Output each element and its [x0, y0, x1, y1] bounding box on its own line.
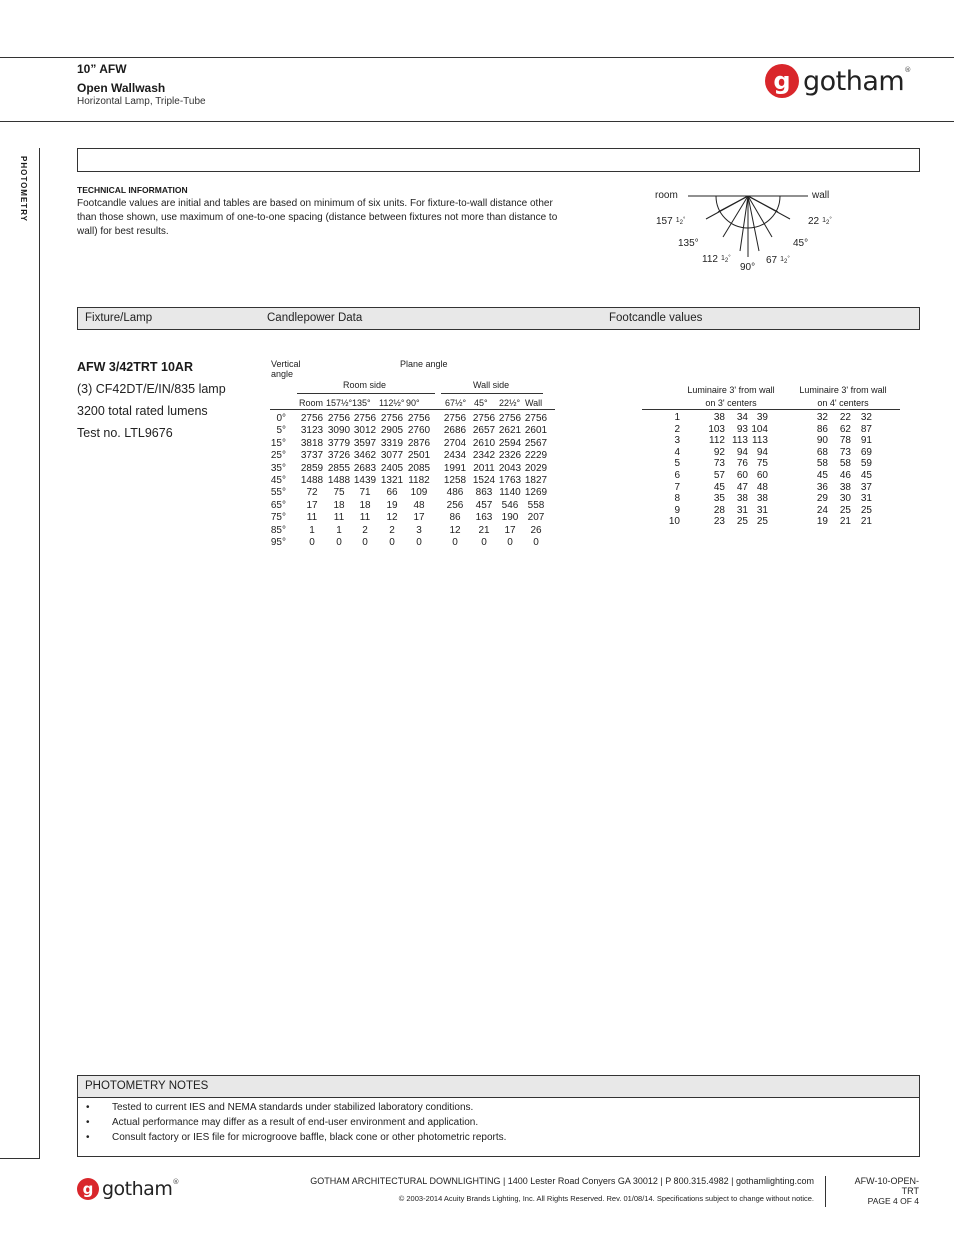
distance-cell: 8 — [674, 493, 680, 505]
candlepower-cell: 3077 — [380, 450, 404, 462]
data-header-bar — [77, 307, 920, 330]
footcandle-3ft-cell: 28 — [713, 504, 725, 516]
candlepower-cell: 2756 — [472, 413, 496, 424]
footcandle-3ft-cell: 60 — [736, 470, 748, 481]
candlepower-cell: 2043 — [498, 462, 522, 474]
distance-cell: 7 — [674, 481, 680, 493]
photometry-notes-box — [77, 1097, 920, 1157]
footcandle-3ft-cell: 113 — [752, 435, 768, 447]
candlepower-cell: 2594 — [498, 437, 522, 449]
header-rule — [0, 121, 954, 122]
vertical-angle-cell: 15° — [270, 437, 286, 449]
room-column-header: 112½° — [379, 398, 405, 408]
candlepower-cell: 12 — [449, 524, 461, 536]
footcandle-4ft-cell: 86 — [816, 423, 828, 435]
gotham-logo-text: gotham® — [803, 65, 911, 97]
candlepower-cell: 3123 — [300, 425, 324, 437]
angle-diagram — [640, 185, 840, 275]
wall-column-header: 67½° — [445, 398, 467, 408]
candlepower-cell: 1182 — [408, 475, 430, 486]
footcandle-4ft-cell: 45 — [816, 470, 828, 481]
footcandle-3ft-cell: 23 — [713, 516, 725, 528]
candlepower-cell: 72 — [306, 487, 318, 499]
candlepower-cell: 2756 — [443, 413, 467, 424]
footcandle-3ft-cell: 104 — [751, 423, 768, 435]
wall-side-label: Wall side — [473, 380, 510, 390]
candlepower-header-rule — [270, 409, 555, 410]
footcandle-3ft-cell: 76 — [736, 458, 748, 470]
table-row — [642, 482, 900, 494]
note-item: • Consult factory or IES file for microgroove baffle, black cone or other photometric reports. — [86, 1132, 507, 1143]
gotham-logo-icon: g — [765, 64, 799, 98]
footcandle-4ft-cell: 22 — [839, 412, 851, 423]
product-subtitle: Horizontal Lamp, Triple-Tube — [77, 96, 206, 107]
candlepower-cell: 457 — [475, 499, 493, 511]
table-row — [642, 447, 900, 459]
lamp-spec: (3) CF42DT/E/IN/835 lamp — [77, 382, 226, 396]
section-side-label: PHOTOMETRY — [19, 156, 28, 223]
candlepower-cell: 26 — [530, 524, 542, 536]
footcandle-3ft-cell: 25 — [756, 516, 768, 528]
candlepower-cell: 2326 — [498, 450, 522, 462]
wall-column-header: Wall — [525, 398, 543, 408]
diagram-157-label: 157 $^1_2$° — [656, 216, 686, 227]
photometry-notes-bar — [77, 1075, 920, 1098]
candlepower-cell: 3090 — [327, 425, 351, 437]
footcandle-4ft-cell: 58 — [816, 458, 828, 470]
candlepower-cell: 2756 — [353, 413, 377, 424]
footcandle-4ft-cell: 58 — [839, 458, 851, 470]
vertical-angle-cell: 95° — [270, 537, 286, 548]
candlepower-cell: 11 — [333, 512, 345, 524]
candlepower-cell: 207 — [527, 512, 545, 524]
technical-info-title: TECHNICAL INFORMATION — [77, 185, 188, 195]
candlepower-cell: 19 — [386, 499, 398, 511]
candlepower-cell: 2601 — [524, 425, 548, 437]
table-row — [270, 413, 555, 425]
fc-3ft-header-line2: on 3' centers — [705, 398, 757, 408]
candlepower-cell: 1269 — [524, 487, 548, 499]
candlepower-cell: 2610 — [472, 437, 496, 449]
footcandle-3ft-cell: 73 — [713, 458, 725, 470]
footcandle-4ft-cell: 32 — [860, 412, 872, 423]
candlepower-cell: 3779 — [327, 437, 351, 449]
distance-cell: 6 — [674, 470, 680, 481]
footcandle-4ft-cell: 90 — [816, 435, 828, 447]
table-row — [642, 435, 900, 447]
gotham-footer-logo-icon: g — [77, 1178, 99, 1200]
candlepower-cell: 0 — [507, 537, 513, 548]
footcandle-4ft-cell: 32 — [816, 412, 828, 423]
table-row — [270, 500, 555, 512]
footcandle-4ft-cell: 62 — [839, 423, 851, 435]
note-item: • Tested to current IES and NEMA standards under stabilized laboratory conditions. — [86, 1102, 474, 1113]
footcandle-3ft-cell: 112 — [709, 435, 725, 447]
table-row — [270, 525, 555, 537]
candlepower-cell: 1763 — [498, 475, 522, 486]
candlepower-cell: 48 — [413, 499, 425, 511]
candlepower-cell: 17 — [504, 524, 516, 536]
diagram-90-label: 90° — [740, 262, 756, 273]
candlepower-cell: 2756 — [327, 413, 351, 424]
table-row — [270, 537, 555, 549]
footcandle-4ft-cell: 19 — [816, 516, 828, 528]
footcandle-3ft-cell: 38 — [736, 493, 748, 505]
table-row — [642, 470, 900, 482]
candlepower-cell: 1991 — [443, 462, 467, 474]
footcandle-4ft-cell: 21 — [839, 516, 851, 528]
candlepower-cell: 256 — [446, 499, 464, 511]
footer-divider — [825, 1176, 826, 1207]
candlepower-cell: 2011 — [473, 462, 495, 474]
candlepower-cell: 3012 — [353, 425, 377, 437]
candlepower-cell: 2756 — [300, 413, 324, 424]
footer-page-number: PAGE 4 OF 4 — [867, 1196, 919, 1206]
footcandle-4ft-cell: 68 — [816, 446, 828, 458]
footcandle-4ft-cell: 37 — [860, 481, 872, 493]
table-row — [642, 424, 900, 436]
footcandle-3ft-cell: 39 — [756, 412, 768, 423]
table-row — [270, 463, 555, 475]
candlepower-cell: 2686 — [443, 425, 467, 437]
gotham-footer-logo — [77, 1178, 179, 1200]
candlepower-cell: 2756 — [380, 413, 404, 424]
footcandle-4ft-cell: 29 — [816, 493, 828, 505]
candlepower-cell: 3818 — [300, 437, 324, 449]
note-item: • Actual performance may differ as a result of end-user environment and application. — [86, 1117, 479, 1128]
diagram-45-label: 45° — [793, 238, 809, 249]
vertical-angle-cell: 25° — [270, 450, 286, 462]
candlepower-table — [270, 358, 560, 558]
side-rule-bottom — [0, 1158, 40, 1159]
diagram-67-label: 67 $^1_2$° — [766, 255, 790, 266]
vertical-angle-cell: 5° — [276, 425, 286, 437]
footcandle-3ft-cell: 94 — [736, 446, 748, 458]
footcandle-table — [642, 384, 902, 544]
photometry-notes-title: PHOTOMETRY NOTES — [85, 1080, 209, 1092]
footcandle-3ft-cell: 57 — [713, 470, 725, 481]
footcandle-3ft-cell: 47 — [736, 481, 748, 493]
footcandle-3ft-cell: 38 — [756, 493, 768, 505]
candlepower-cell: 1 — [336, 524, 342, 536]
vertical-angle-cell: 85° — [270, 524, 286, 536]
footcandle-3ft-cell: 113 — [732, 435, 748, 447]
room-side-rule — [297, 393, 435, 394]
candlepower-cell: 17 — [413, 512, 425, 524]
product-title: 10” AFW — [77, 62, 127, 76]
diagram-135-label: 135° — [678, 238, 699, 249]
vertical-angle-label: Vertical angle — [271, 359, 301, 379]
room-column-header: 90° — [406, 398, 420, 408]
candlepower-cell: 546 — [501, 499, 519, 511]
candlepower-cell: 109 — [410, 487, 428, 499]
footcandle-3ft-cell: 93 — [736, 423, 748, 435]
table-row — [642, 458, 900, 470]
candlepower-cell: 3462 — [353, 450, 377, 462]
footcandle-header-rule — [642, 409, 900, 410]
distance-cell: 1 — [674, 412, 680, 423]
candlepower-cell: 75 — [333, 487, 345, 499]
footer-address: GOTHAM ARCHITECTURAL DOWNLIGHTING | 1400 Lester Road Conyers GA 30012 | P 800.315.4982 | gothamlighting.com — [310, 1176, 814, 1186]
table-row — [270, 450, 555, 462]
fc-3ft-header-line1: Luminaire 3' from wall — [687, 385, 775, 395]
footcandle-4ft-cell: 45 — [860, 470, 872, 481]
candlepower-cell: 1827 — [524, 475, 548, 486]
footcandle-4ft-cell: 31 — [860, 493, 872, 505]
candlepower-cell: 1140 — [499, 487, 521, 499]
candlepower-cell: 11 — [359, 512, 371, 524]
candlepower-cell: 2756 — [407, 413, 431, 424]
vertical-angle-cell: 55° — [270, 487, 286, 499]
table-row — [270, 438, 555, 450]
table-row — [270, 475, 555, 487]
footcandle-3ft-cell: 34 — [736, 412, 748, 423]
candlepower-cell: 2085 — [407, 462, 431, 474]
wall-side-rule — [441, 393, 543, 394]
candlepower-cell: 0 — [362, 537, 368, 548]
footcandle-4ft-cell: 91 — [860, 435, 872, 447]
candlepower-cell: 3319 — [380, 437, 404, 449]
footcandle-4ft-cell: 25 — [839, 504, 851, 516]
table-row — [270, 512, 555, 524]
diagram-112-label: 112 $^1_2$° — [702, 254, 731, 265]
candlepower-cell: 0 — [389, 537, 395, 548]
candlepower-cell: 0 — [336, 537, 342, 548]
candlepower-cell: 3 — [416, 524, 422, 536]
distance-cell: 9 — [674, 504, 680, 516]
footcandle-3ft-cell: 60 — [756, 470, 768, 481]
rated-lumens: 3200 total rated lumens — [77, 404, 208, 418]
diagram-room-label: room — [655, 190, 678, 201]
candlepower-cell: 2029 — [524, 462, 548, 474]
vertical-angle-cell: 45° — [270, 475, 286, 486]
footcandle-3ft-cell: 35 — [713, 493, 725, 505]
candlepower-cell: 3726 — [327, 450, 351, 462]
wall-column-header: 22½° — [499, 398, 521, 408]
candlepower-cell: 2905 — [380, 425, 404, 437]
technical-info-text: Footcandle values are initial and tables are based on minimum of six units. For fixture-to-wall distance other than those shown, use maximum of one-to-one spacing (distance between fixtures not more than distance to wall) for best results. — [77, 198, 558, 237]
candlepower-cell: 1258 — [443, 475, 467, 486]
footcandle-4ft-cell: 78 — [839, 435, 851, 447]
candlepower-cell: 17 — [306, 499, 318, 511]
candlepower-cell: 1321 — [380, 475, 404, 486]
table-row — [642, 505, 900, 517]
candlepower-cell: 1524 — [472, 475, 496, 486]
candlepower-cell: 0 — [481, 537, 487, 548]
candlepower-cell: 18 — [333, 499, 345, 511]
table-row — [642, 516, 900, 528]
footcandle-3ft-cell: 103 — [708, 423, 725, 435]
distance-cell: 2 — [674, 423, 680, 435]
candlepower-cell: 18 — [359, 499, 371, 511]
candlepower-cell: 2405 — [380, 462, 404, 474]
candlepower-cell: 2229 — [524, 450, 548, 462]
candlepower-cell: 86 — [449, 512, 461, 524]
footer-copyright: © 2003-2014 Acuity Brands Lighting, Inc. All Rights Reserved. Rev. 01/08/14. Specifications subject to change without notice. — [398, 1194, 814, 1203]
candlepower-cell: 66 — [386, 487, 398, 499]
candlepower-cell: 2876 — [407, 437, 431, 449]
candlepower-cell: 2342 — [472, 450, 496, 462]
footcandle-4ft-cell: 24 — [816, 504, 828, 516]
candlepower-cell: 863 — [475, 487, 493, 499]
footcandle-4ft-cell: 36 — [816, 481, 828, 493]
candlepower-cell: 486 — [446, 487, 464, 499]
diagram-wall-label: wall — [812, 190, 830, 201]
wall-column-header: 45° — [474, 398, 488, 408]
candlepower-cell: 190 — [501, 512, 519, 524]
distance-cell: 3 — [674, 435, 680, 447]
side-rule — [39, 148, 40, 1159]
candlepower-cell: 163 — [475, 512, 493, 524]
vertical-angle-cell: 75° — [270, 512, 286, 524]
candlepower-cell: 2567 — [524, 437, 548, 449]
candlepower-cell: 2683 — [353, 462, 377, 474]
distance-cell: 10 — [668, 516, 680, 528]
footcandle-3ft-cell: 75 — [756, 458, 768, 470]
footcandle-3ft-cell: 92 — [713, 446, 725, 458]
candlepower-cell: 2657 — [472, 425, 496, 437]
candlepower-cell: 1488 — [327, 475, 351, 486]
footcandle-heading: Footcandle values — [609, 312, 703, 324]
candlepower-cell: 3597 — [353, 437, 377, 449]
product-name: Open Wallwash — [77, 81, 166, 95]
top-rule — [0, 57, 954, 58]
room-side-label: Room side — [343, 380, 387, 390]
fc-4ft-header-line2: on 4' centers — [817, 398, 869, 408]
gotham-logo — [765, 64, 911, 98]
catalog-number: AFW 3/42TRT 10AR — [77, 360, 193, 374]
footcandle-3ft-cell: 38 — [713, 412, 725, 423]
candlepower-cell: 0 — [416, 537, 422, 548]
candlepower-cell: 71 — [359, 487, 371, 499]
table-row — [642, 493, 900, 505]
candlepower-cell: 558 — [527, 499, 545, 511]
footcandle-4ft-cell: 25 — [860, 504, 872, 516]
distance-cell: 4 — [674, 446, 680, 458]
candlepower-heading: Candlepower Data — [267, 312, 363, 324]
candlepower-cell: 2760 — [407, 425, 431, 437]
footcandle-3ft-cell: 94 — [756, 446, 768, 458]
footcandle-4ft-cell: 87 — [860, 423, 872, 435]
footcandle-4ft-cell: 46 — [839, 470, 851, 481]
footcandle-3ft-cell: 31 — [756, 504, 768, 516]
footcandle-4ft-cell: 69 — [860, 446, 872, 458]
room-column-header: Room — [299, 398, 324, 408]
candlepower-cell: 2621 — [498, 425, 522, 437]
candlepower-cell: 2 — [362, 524, 368, 536]
distance-cell: 5 — [674, 458, 680, 470]
table-row — [270, 425, 555, 437]
candlepower-cell: 2501 — [407, 450, 431, 462]
candlepower-cell: 12 — [386, 512, 398, 524]
candlepower-cell: 2 — [389, 524, 395, 536]
candlepower-cell: 3737 — [300, 450, 324, 462]
section-box — [77, 148, 920, 172]
candlepower-cell: 11 — [306, 512, 318, 524]
vertical-angle-cell: 35° — [270, 462, 286, 474]
candlepower-cell: 2434 — [443, 450, 467, 462]
candlepower-cell: 2855 — [327, 462, 351, 474]
footcandle-4ft-cell: 59 — [860, 458, 872, 470]
candlepower-cell: 2756 — [498, 413, 522, 424]
candlepower-cell: 21 — [478, 524, 490, 536]
vertical-angle-cell: 65° — [270, 499, 286, 511]
plane-angle-label: Plane angle — [400, 359, 448, 369]
footcandle-3ft-cell: 31 — [736, 504, 748, 516]
gotham-footer-logo-text: gotham® — [102, 1178, 179, 1200]
candlepower-cell: 0 — [533, 537, 539, 548]
footcandle-4ft-cell: 73 — [839, 446, 851, 458]
footcandle-3ft-cell: 45 — [713, 481, 725, 493]
vertical-angle-cell: 0° — [276, 413, 286, 424]
table-row — [642, 412, 900, 424]
fixture-lamp-heading: Fixture/Lamp — [85, 312, 153, 324]
footcandle-4ft-cell: 30 — [839, 493, 851, 505]
footer-document-code: AFW-10-OPEN-TRT — [854, 1176, 919, 1196]
footcandle-3ft-cell: 25 — [736, 516, 748, 528]
footcandle-4ft-cell: 38 — [839, 481, 851, 493]
room-column-header: 135° — [352, 398, 371, 408]
candlepower-cell: 0 — [452, 537, 458, 548]
candlepower-cell: 0 — [309, 537, 315, 548]
diagram-22-label: 22 $^1_2$° — [808, 216, 832, 227]
room-column-header: 157½° — [326, 398, 353, 408]
footcandle-4ft-cell: 21 — [860, 516, 872, 528]
candlepower-cell: 1488 — [300, 475, 324, 486]
table-row — [270, 487, 555, 499]
footcandle-3ft-cell: 48 — [756, 481, 768, 493]
candlepower-cell: 2756 — [524, 413, 548, 424]
candlepower-cell: 1 — [309, 524, 315, 536]
candlepower-cell: 2704 — [443, 437, 467, 449]
candlepower-cell: 2859 — [300, 462, 324, 474]
candlepower-cell: 1439 — [353, 475, 377, 486]
test-number: Test no. LTL9676 — [77, 426, 173, 440]
fc-4ft-header-line1: Luminaire 3' from wall — [799, 385, 887, 395]
